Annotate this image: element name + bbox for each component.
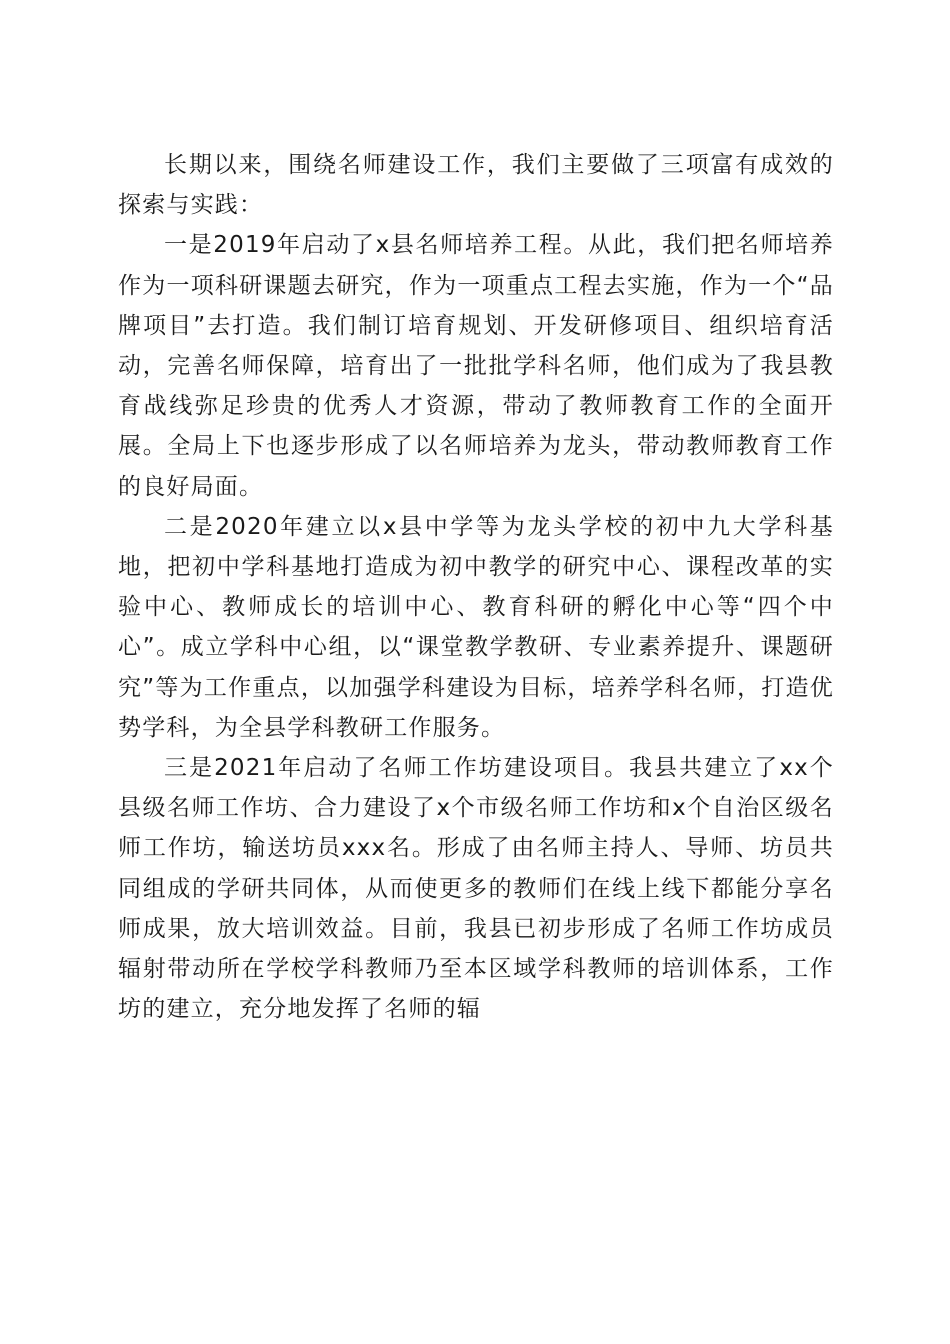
paragraph-first-item: 一是2019年启动了x县名师培养工程。从此，我们把名师培养作为一项科研课题去研究，作为一项重点工程去实施，作为一个“品牌项目”去打造。我们制订培育规划、开发研修项目、组织培育活动，完善名师保障，培育出了一批批学科名师，他们成为了我县教育战线弥足珍贵的优秀人才资源，带动了教师教育工作的全面开展。全局上下也逐步形成了以名师培养为龙头，带动教师教育工作的良好局面。 [118, 232, 834, 500]
paragraph-second-item: 二是2020年建立以x县中学等为龙头学校的初中九大学科基地，把初中学科基地打造成为初中教学的研究中心、课程改革的实验中心、教师成长的培训中心、教育科研的孵化中心等“四个中心”。成立学科中心组，以“课堂教学教研、专业素养提升、课题研究”等为工作重点，以加强学科建设为目标，培养学科名师，打造优势学科，为全县学科教研工作服务。 [118, 513, 834, 741]
paragraph-intro: 长期以来，围绕名师建设工作，我们主要做了三项富有成效的探索与实践： [118, 152, 834, 219]
document-body [118, 145, 834, 1029]
paragraph-third-item: 三是2021年启动了名师工作坊建设项目。我县共建立了xx个县级名师工作坊、合力建设了x个市级名师工作坊和x个自治区级名师工作坊，输送坊员xxx名。形成了由名师主持人、导师、坊员共同组成的学研共同体，从而使更多的教师们在线上线下都能分享名师成果，放大培训效益。目前，我县已初步形成了名师工作坊成员辐射带动所在学校学科教师乃至本区域学科教师的培训体系，工作坊的建立，充分地发挥了名师的辐 [118, 755, 834, 1023]
